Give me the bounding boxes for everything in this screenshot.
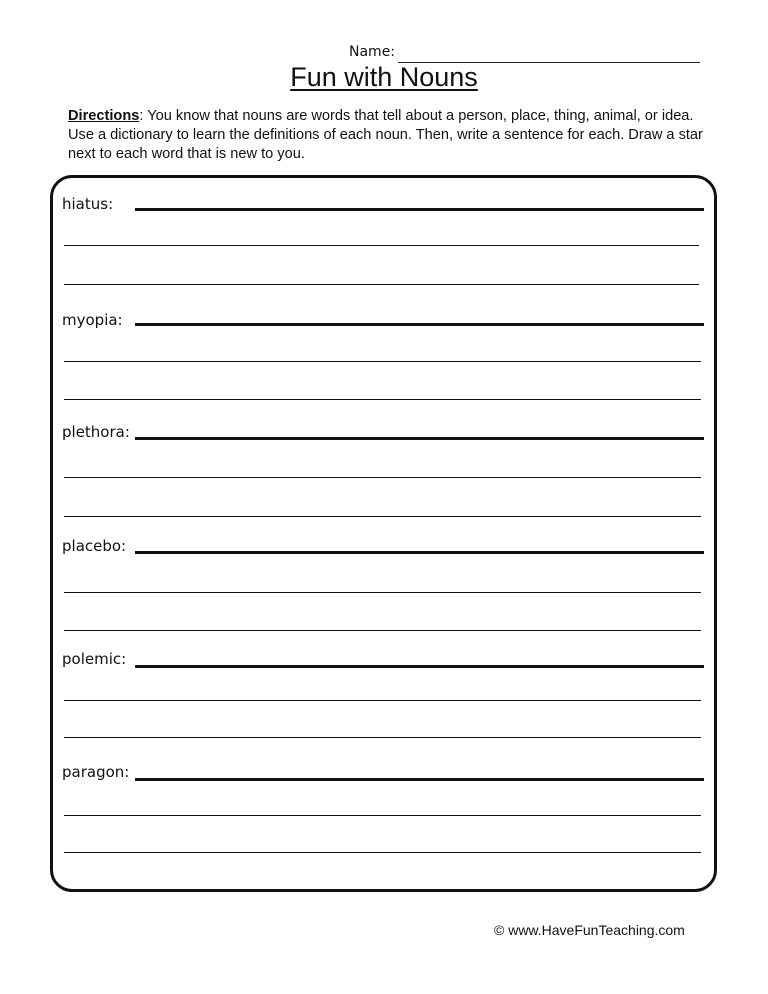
sentence-line-hiatus-2[interactable] — [64, 284, 699, 285]
sentence-line-plethora-1[interactable] — [64, 477, 701, 478]
definition-line-hiatus[interactable] — [135, 208, 704, 211]
definition-line-plethora[interactable] — [135, 437, 704, 440]
sentence-line-myopia-2[interactable] — [64, 399, 701, 400]
definition-line-polemic[interactable] — [135, 665, 704, 668]
word-label-paragon: paragon: — [62, 763, 130, 781]
sentence-line-placebo-2[interactable] — [64, 630, 701, 631]
definition-line-placebo[interactable] — [135, 551, 704, 554]
answer-box — [50, 175, 717, 892]
copyright-footer: © www.HaveFunTeaching.com — [494, 922, 685, 938]
sentence-line-polemic-1[interactable] — [64, 700, 701, 701]
word-label-polemic: polemic: — [62, 650, 127, 668]
directions-paragraph — [68, 107, 718, 164]
sentence-line-placebo-1[interactable] — [64, 592, 701, 593]
page-title: Fun with Nouns — [290, 62, 478, 92]
sentence-line-plethora-2[interactable] — [64, 516, 701, 517]
sentence-line-hiatus-1[interactable] — [64, 245, 699, 246]
sentence-line-myopia-1[interactable] — [64, 361, 701, 362]
sentence-line-paragon-2[interactable] — [64, 852, 701, 853]
word-label-hiatus: hiatus: — [62, 195, 114, 213]
sentence-line-paragon-1[interactable] — [64, 815, 701, 816]
sentence-line-polemic-2[interactable] — [64, 737, 701, 738]
word-label-myopia: myopia: — [62, 311, 123, 329]
name-label: Name: — [349, 44, 396, 60]
definition-line-myopia[interactable] — [135, 323, 704, 326]
word-label-placebo: placebo: — [62, 537, 127, 555]
definition-line-paragon[interactable] — [135, 778, 704, 781]
word-label-plethora: plethora: — [62, 423, 130, 441]
directions-text: : You know that nouns are words that tell about a person, place, thing, animal, or idea. Use a dictionary to learn the definitions of each noun. Then, write a sentence for each. Draw a star next to each word that is new to you. — [68, 108, 703, 162]
directions-label: Directions — [68, 108, 140, 124]
